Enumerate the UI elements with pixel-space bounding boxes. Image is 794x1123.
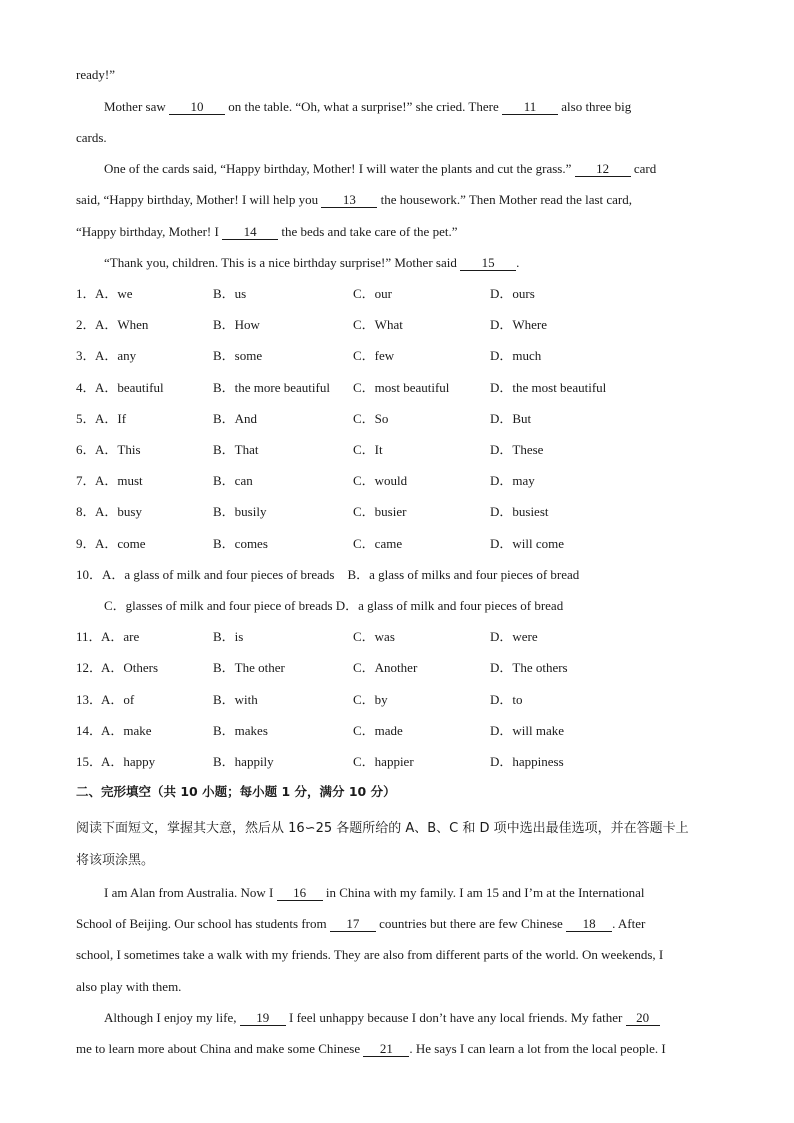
instructions-line [76, 852, 154, 870]
text-fragment: Although I enjoy my life, [104, 1010, 237, 1025]
option-c: C．It [353, 442, 383, 457]
question-number: 5． [76, 411, 96, 426]
option-d: D．These [490, 442, 544, 457]
option-c: C．Another [353, 660, 418, 675]
blank-16: 16 [277, 886, 323, 901]
question-number: 15． [76, 754, 103, 769]
option-d: D．But [490, 411, 532, 426]
option-a: A．are [101, 629, 140, 644]
question-number: 13． [76, 692, 103, 707]
question-row [76, 441, 736, 459]
option-a: A．must [95, 473, 143, 488]
option-b: B．some [213, 348, 263, 363]
option-b: B．happily [213, 754, 274, 769]
blank-12: 12 [575, 162, 631, 177]
text-fragment: also play with them. [76, 979, 182, 994]
question-10-line-2: C．glasses of milk and four piece of breads D．a glass of milk and four pieces of bread [104, 598, 564, 613]
blank-13: 13 [321, 193, 377, 208]
question-row [76, 379, 736, 397]
question-number: 1． [76, 286, 96, 301]
text-line [76, 978, 181, 996]
text-line [76, 915, 645, 933]
option-b: B．with [213, 692, 258, 707]
option-c: C．made [353, 723, 403, 738]
text-fragment: the beds and take care of the pet.” [281, 224, 458, 239]
option-b: B．The other [213, 660, 285, 675]
option-b: B．comes [213, 536, 268, 551]
option-a: A．any [95, 348, 137, 363]
blank-14: 14 [222, 225, 278, 240]
option-a: A．beautiful [95, 380, 164, 395]
text-line [76, 66, 115, 84]
question-row [76, 285, 736, 303]
option-b: B．How [213, 317, 260, 332]
option-d: D．busiest [490, 504, 549, 519]
question-number: 3． [76, 348, 96, 363]
text-fragment: on the table. “Oh, what a surprise!” she cried. There [228, 99, 499, 114]
option-b: B．makes [213, 723, 268, 738]
option-c: C．would [353, 473, 408, 488]
question-row [76, 753, 736, 771]
option-a: A．Others [101, 660, 159, 675]
option-d: D．were [490, 629, 538, 644]
option-d: D．to [490, 692, 523, 707]
question-row [76, 472, 736, 490]
option-c: C．was [353, 629, 395, 644]
option-b: B．And [213, 411, 258, 426]
text-fragment: said, “Happy birthday, Mother! I will help you [76, 192, 319, 207]
question-row [76, 659, 736, 677]
question-10-line-1: 10．A．a glass of milk and four pieces of breads B．a glass of milks and four pieces of bread [76, 567, 580, 582]
option-b: B．can [213, 473, 253, 488]
option-b: B．busily [213, 504, 267, 519]
option-c: C．few [353, 348, 395, 363]
text-line [104, 98, 631, 116]
text-fragment: Mother saw [104, 99, 166, 114]
option-d: D．much [490, 348, 542, 363]
question-row [104, 597, 563, 615]
question-row [76, 347, 736, 365]
option-b: B．is [213, 629, 244, 644]
question-row [76, 535, 736, 553]
option-c: C．busier [353, 504, 407, 519]
blank-19: 19 [240, 1011, 286, 1026]
option-d: D．Where [490, 317, 548, 332]
question-row [76, 722, 736, 740]
blank-17: 17 [330, 917, 376, 932]
text-line [76, 223, 457, 241]
text-fragment: “Happy birthday, Mother! I [76, 224, 219, 239]
option-d: D．happiness [490, 754, 564, 769]
text-fragment: in China with my family. I am 15 and I’m at the International [325, 885, 645, 900]
option-a: A．busy [95, 504, 142, 519]
option-d: D．the most beautiful [490, 380, 607, 395]
section-heading [76, 783, 396, 801]
option-a: A．come [95, 536, 146, 551]
text-fragment: card [633, 161, 657, 176]
blank-10: 10 [169, 100, 225, 115]
question-number: 6． [76, 442, 96, 457]
text-fragment: . After [612, 916, 646, 931]
option-a: A．of [101, 692, 135, 707]
option-d: D．The others [490, 660, 568, 675]
instructions-text: 阅读下面短文，掌握其大意，然后从 16∽25 各题所给的 A、B、C 和 D 项中选出最佳选项，并在答题卡上 [76, 821, 689, 836]
option-a: A．This [95, 442, 141, 457]
text-line [76, 1040, 666, 1058]
text-fragment: the housework.” Then Mother read the last card, [380, 192, 633, 207]
text-line [76, 946, 663, 964]
blank-21: 21 [363, 1042, 409, 1057]
question-row [76, 410, 736, 428]
text-fragment: . [516, 255, 520, 270]
option-b: B．That [213, 442, 259, 457]
option-b: B．the more beautiful [213, 380, 330, 395]
option-b: B．us [213, 286, 247, 301]
option-c: C．our [353, 286, 393, 301]
question-number: 4． [76, 380, 96, 395]
question-number: 11． [76, 629, 102, 644]
option-a: A．When [95, 317, 149, 332]
text-fragment: me to learn more about China and make some Chinese [76, 1041, 361, 1056]
text-fragment: countries but there are few Chinese [379, 916, 563, 931]
option-a: A．we [95, 286, 133, 301]
option-c: C．most beautiful [353, 380, 450, 395]
question-row [76, 691, 736, 709]
option-c: C．happier [353, 754, 414, 769]
option-c: C．So [353, 411, 389, 426]
question-row [76, 503, 736, 521]
question-number: 14． [76, 723, 103, 738]
instructions-text: 将该项涂黑。 [76, 853, 155, 868]
blank-15: 15 [460, 256, 516, 271]
question-number: 8． [76, 504, 96, 519]
option-a: A．make [101, 723, 152, 738]
section-heading-text: 二、完形填空（共 10 小题；每小题 1 分，满分 10 分） [76, 784, 396, 799]
text-line [76, 191, 632, 209]
text-fragment: I am Alan from Australia. Now I [104, 885, 274, 900]
question-number: 12． [76, 660, 103, 675]
text-fragment: also three big [561, 99, 632, 114]
text-fragment: School of Beijing. Our school has students from [76, 916, 327, 931]
text-line [104, 884, 645, 902]
text-fragment: school, I sometimes take a walk with my friends. They are also from different parts of the world. On weekends, I [76, 947, 664, 962]
question-number: 2． [76, 317, 96, 332]
text-fragment: One of the cards said, “Happy birthday, Mother! I will water the plants and cut the grass.” [104, 161, 572, 176]
text-fragment: . He says I can learn a lot from the local people. I [409, 1041, 666, 1056]
blank-20: 20 [626, 1011, 660, 1026]
option-c: C．What [353, 317, 403, 332]
text-fragment: “Thank you, children. This is a nice birthday surprise!” Mother said [104, 255, 457, 270]
text-fragment: ready!” [76, 67, 115, 82]
text-line [104, 160, 656, 178]
option-a: A．happy [101, 754, 156, 769]
option-a: A．If [95, 411, 127, 426]
text-line [104, 1009, 660, 1027]
option-c: C．by [353, 692, 388, 707]
instructions-line [76, 820, 689, 838]
question-number: 7． [76, 473, 96, 488]
text-fragment: cards. [76, 130, 107, 145]
text-line [104, 254, 519, 272]
blank-18: 18 [566, 917, 612, 932]
option-c: C．came [353, 536, 403, 551]
option-d: D．ours [490, 286, 535, 301]
option-d: D．will come [490, 536, 565, 551]
text-line [76, 129, 107, 147]
question-number: 9． [76, 536, 96, 551]
option-d: D．may [490, 473, 535, 488]
question-row [76, 566, 579, 584]
text-fragment: I feel unhappy because I don’t have any local friends. My father [289, 1010, 623, 1025]
question-row [76, 316, 736, 334]
question-row [76, 628, 736, 646]
option-d: D．will make [490, 723, 565, 738]
blank-11: 11 [502, 100, 558, 115]
